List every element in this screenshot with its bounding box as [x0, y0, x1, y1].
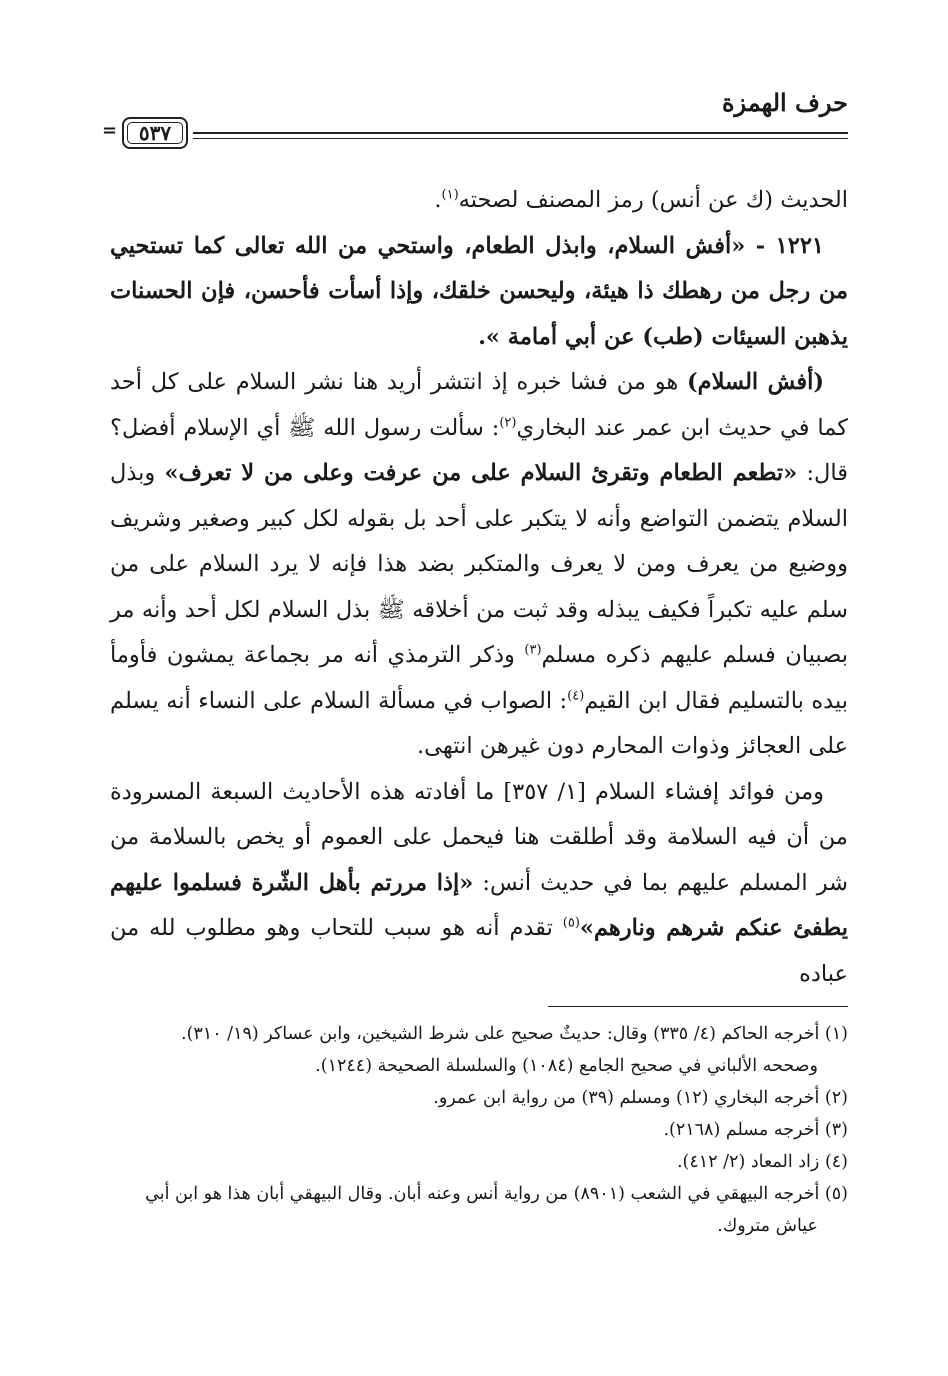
benefits-text-a: ومن فوائد إفشاء السلام [١/ ٣٥٧] ما أفادته هذه الأحاديث السبعة المسرودة من أن فيه السلامة وقد أطلقت هنا فيحمل على العموم أو يخص بالسلامة من شر المسلم عليهم بما في حديث أنس: — [110, 778, 848, 896]
footnote-4: (٤) زاد المعاد (٢/ ٤١٢). — [676, 1152, 848, 1172]
hadith-text: «أفش السلام، وابذل الطعام، واستحي من الله تعالى كما تستحيي من رجل من رهطك ذا هيئة، وليحسن خلقك، وإذا أسأت فأحسن، فإن الحسنات يذهبن السيئات (طب) عن أبي أمامة ». — [110, 232, 848, 350]
paragraph-end: . — [434, 187, 442, 213]
benefits-paragraph — [110, 770, 848, 998]
paragraph-continuation — [110, 178, 848, 224]
footnotes — [110, 1018, 848, 1242]
page-number-box — [122, 117, 188, 149]
footnote-1-line-2: وصححه الألباني في صحيح الجامع (١٠٨٤) والسلسلة الصحيحة (١٢٤٤). — [315, 1056, 818, 1076]
footnote-separator — [548, 1006, 848, 1007]
footnote-ref-2: (٢) — [499, 415, 517, 430]
commentary-text-d: وذكر الترمذي أنه مر بجماعة يمشون فأومأ بيده بالتسليم فقال ابن القيم — [110, 642, 848, 714]
commentary-quote: «تطعم الطعام وتقرئ السلام على من عرفت وعلى من لا تعرف» — [164, 460, 798, 486]
footnote-5: (٥) أخرجه البيهقي في الشعب (٨٩٠١) من رواية أنس وعنه أبان. وقال البيهقي أبان هذا هو ابن أبي — [145, 1184, 848, 1204]
book-page — [102, 70, 849, 1370]
running-title: حرف الهمزة — [721, 88, 848, 117]
main-text — [110, 178, 848, 997]
commentary-paragraph — [110, 360, 848, 770]
hadith-number: ١٢٢١ - — [745, 232, 824, 259]
commentary-text-e: : الصواب في مسألة السلام على النساء أنه يسلم على العجائز وذوات المحارم دون غيرهن انتهى. — [110, 687, 848, 759]
commentary-text-a: هو من فشا خبره إذ انتشر أريد هنا نشر السلام على كل أحد كما في حديث ابن عمر عند البخاري — [110, 369, 848, 441]
commentary-text-b: : سألت رسول الله ﷺ أي الإسلام أفضل؟ قال: — [110, 414, 848, 486]
benefits-quote: «إذا مررتم بأهل الشّرة فسلموا عليهم يطفئ عنكم شرهم ونارهم» — [110, 869, 849, 941]
footnote-2: (٢) أخرجه البخاري (١٢) ومسلم (٣٩) من رواية ابن عمرو. — [433, 1088, 848, 1108]
footnote-1-line-1: (١) أخرجه الحاكم (٤/ ٣٣٥) وقال: حديثٌ صحيح على شرط الشيخين، وابن عساكر (١٩/ ٣١٠). — [181, 1024, 848, 1044]
commentary-term: (أفش السلام) — [687, 369, 824, 395]
benefits-text-b: تقدم أنه هو سبب للتحاب وهو مطلوب لله من عباده — [110, 915, 848, 987]
header-rule — [193, 132, 848, 134]
footnote-ref-1: (١) — [441, 187, 459, 203]
footnote-3: (٣) أخرجه مسلم (٢١٦٨). — [663, 1120, 848, 1140]
hadith-entry — [110, 224, 848, 361]
header-rule-secondary — [193, 138, 848, 139]
page-number: ٥٣٧ — [138, 121, 172, 145]
footnote-1-continued — [110, 1050, 848, 1082]
footnote-1 — [110, 1018, 848, 1050]
footnote-5-continued: عياش متروك. — [717, 1216, 818, 1236]
page-number-ornament: = — [102, 120, 118, 141]
paragraph-text: الحديث (ك عن أنس) رمز المصنف لصحته — [458, 187, 848, 213]
footnote-ref-4: (٤) — [567, 688, 585, 703]
footnote-ref-5: (٥) — [562, 915, 580, 931]
footnote-ref-3: (٣) — [524, 642, 542, 658]
commentary-text-c: وبذل السلام يتضمن التواضع وأنه لا يتكبر على أحد بل بقوله لكل كبير وصغير وشريف ووضيع من يعرف ومن لا يعرف والمتكبر بضد هذا فإنه لا يرد السلام على من سلم عليه تكبراً فكيف يبذله وقد ثبت من أخلاقه ﷺ بذل السلام لكل أحد وأنه مر بصبيان فسلم عليهم ذكره مسلم — [110, 460, 848, 668]
